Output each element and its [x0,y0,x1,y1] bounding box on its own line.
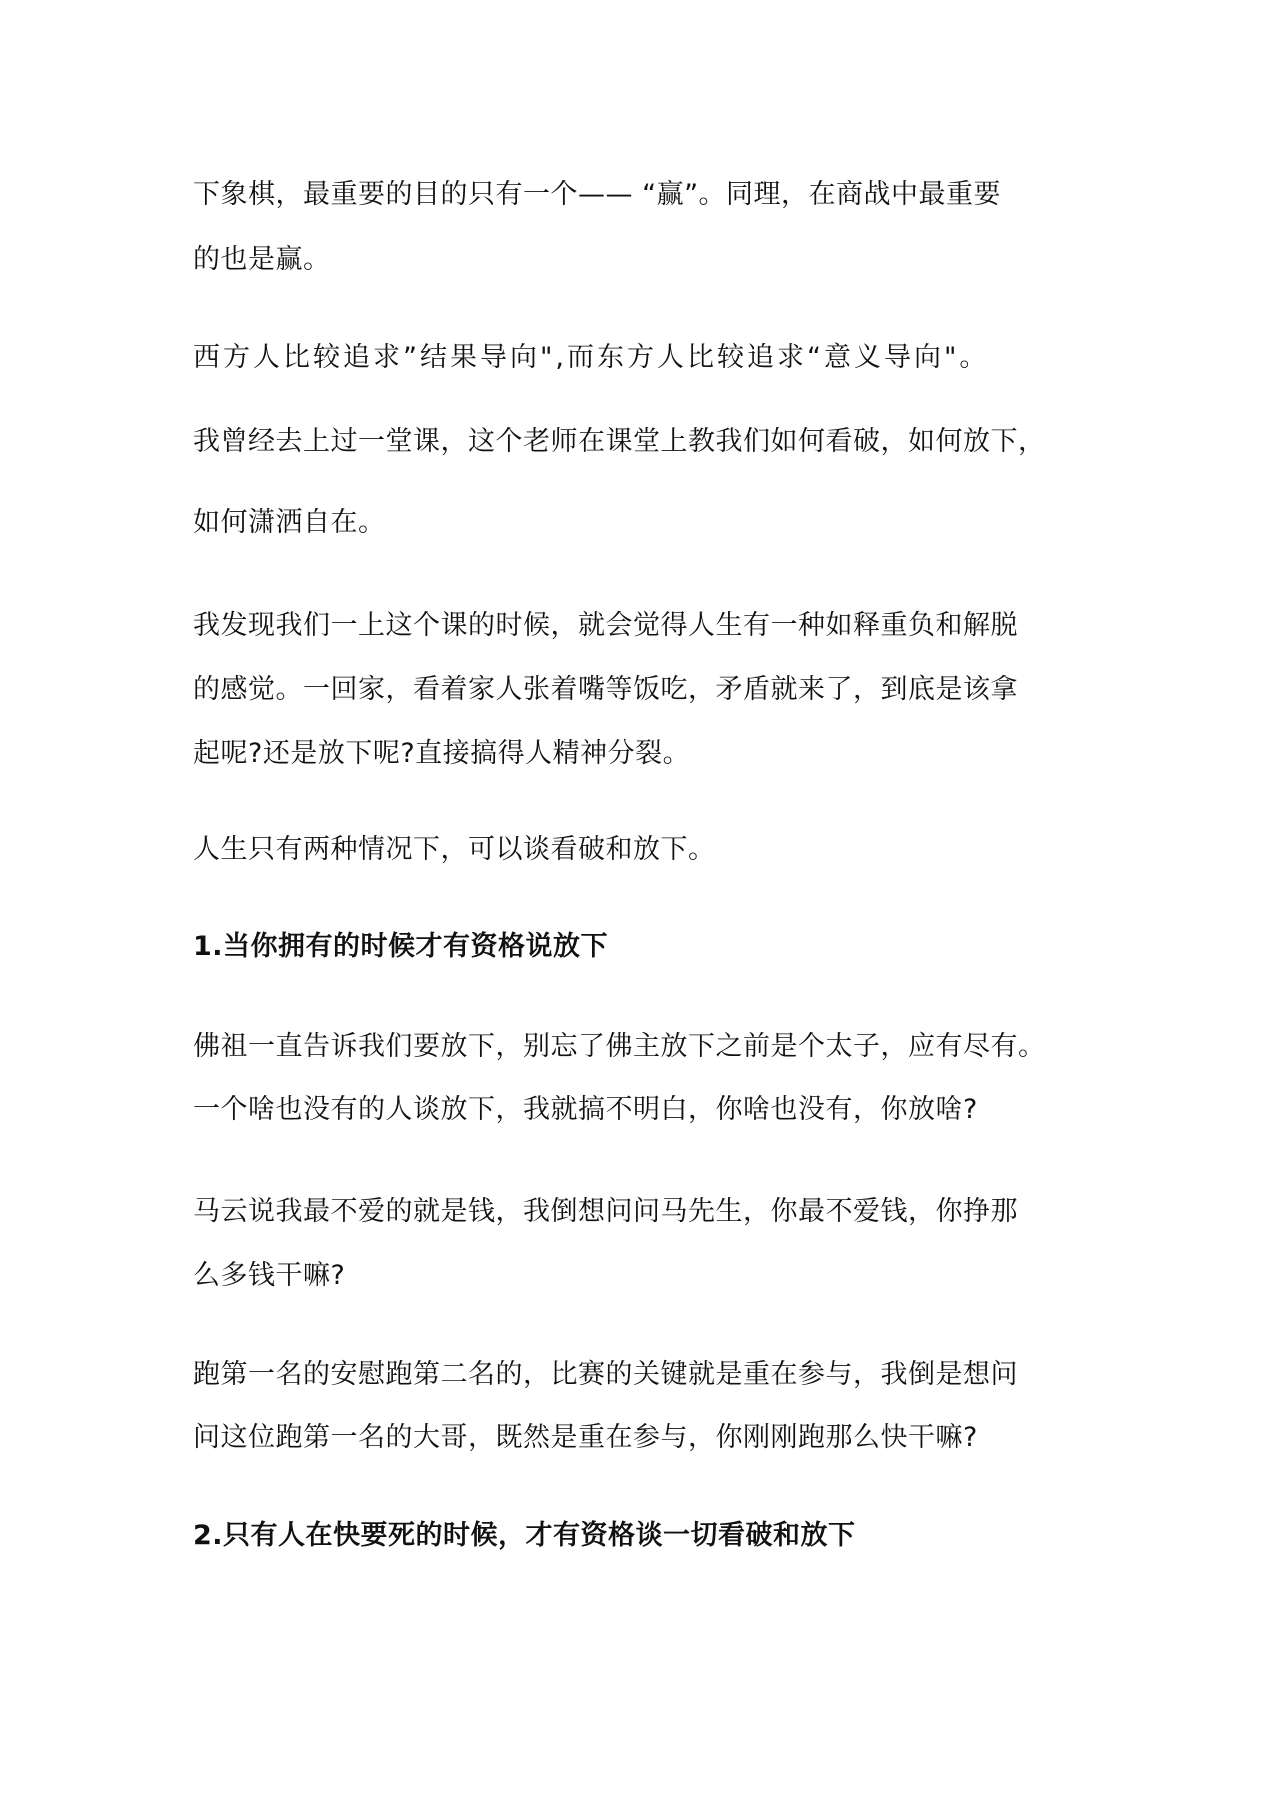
paragraph-3-line-1: 我曾经去上过一堂课，这个老师在课堂上教我们如何看破，如何放下， [193,426,1046,457]
paragraph-4-line-2: 的感觉。一回家，看着家人张着嘴等饭吃，矛盾就来了，到底是该拿 [193,674,1018,705]
paragraph-4-line-3: 起呢?还是放下呢?直接搞得人精神分裂。 [193,738,691,769]
paragraph-8-line-1: 马云说我最不爱的就是钱，我倒想问问马先生，你最不爱钱，你挣那 [193,1196,1018,1227]
paragraph-7-line-1: 佛祖一直告诉我们要放下，别忘了佛主放下之前是个太子，应有尽有。 [193,1031,1046,1062]
paragraph-9-line-1: 跑第一名的安慰跑第二名的，比赛的关键就是重在参与，我倒是想问 [193,1359,1018,1390]
section-heading-1: 1.当你拥有的时候才有资格说放下 [193,931,609,962]
paragraph-1-line-2: 的也是赢。 [193,244,331,275]
paragraph-9-line-2: 问这位跑第一名的大哥，既然是重在参与，你刚刚跑那么快干嘛? [193,1422,978,1453]
paragraph-2-line-1: 西方人比较追求”结果导向",而东方人比较追求“意义导向"。 [193,342,990,373]
paragraph-1-line-1: 下象棋，最重要的目的只有一个—— “赢”。同理，在商战中最重要 [193,179,1002,210]
section-heading-2: 2.只有人在快要死的时候，才有资格谈一切看破和放下 [193,1520,856,1551]
paragraph-3-line-2: 如何潇洒自在。 [193,507,386,538]
paragraph-5-line-1: 人生只有两种情况下，可以谈看破和放下。 [193,834,716,865]
paragraph-8-line-2: 么多钱干嘛? [193,1260,346,1291]
paragraph-4-line-1: 我发现我们一上这个课的时候，就会觉得人生有一种如释重负和解脱 [193,610,1018,641]
paragraph-7-line-2: 一个啥也没有的人谈放下，我就搞不明白，你啥也没有，你放啥? [193,1094,978,1125]
